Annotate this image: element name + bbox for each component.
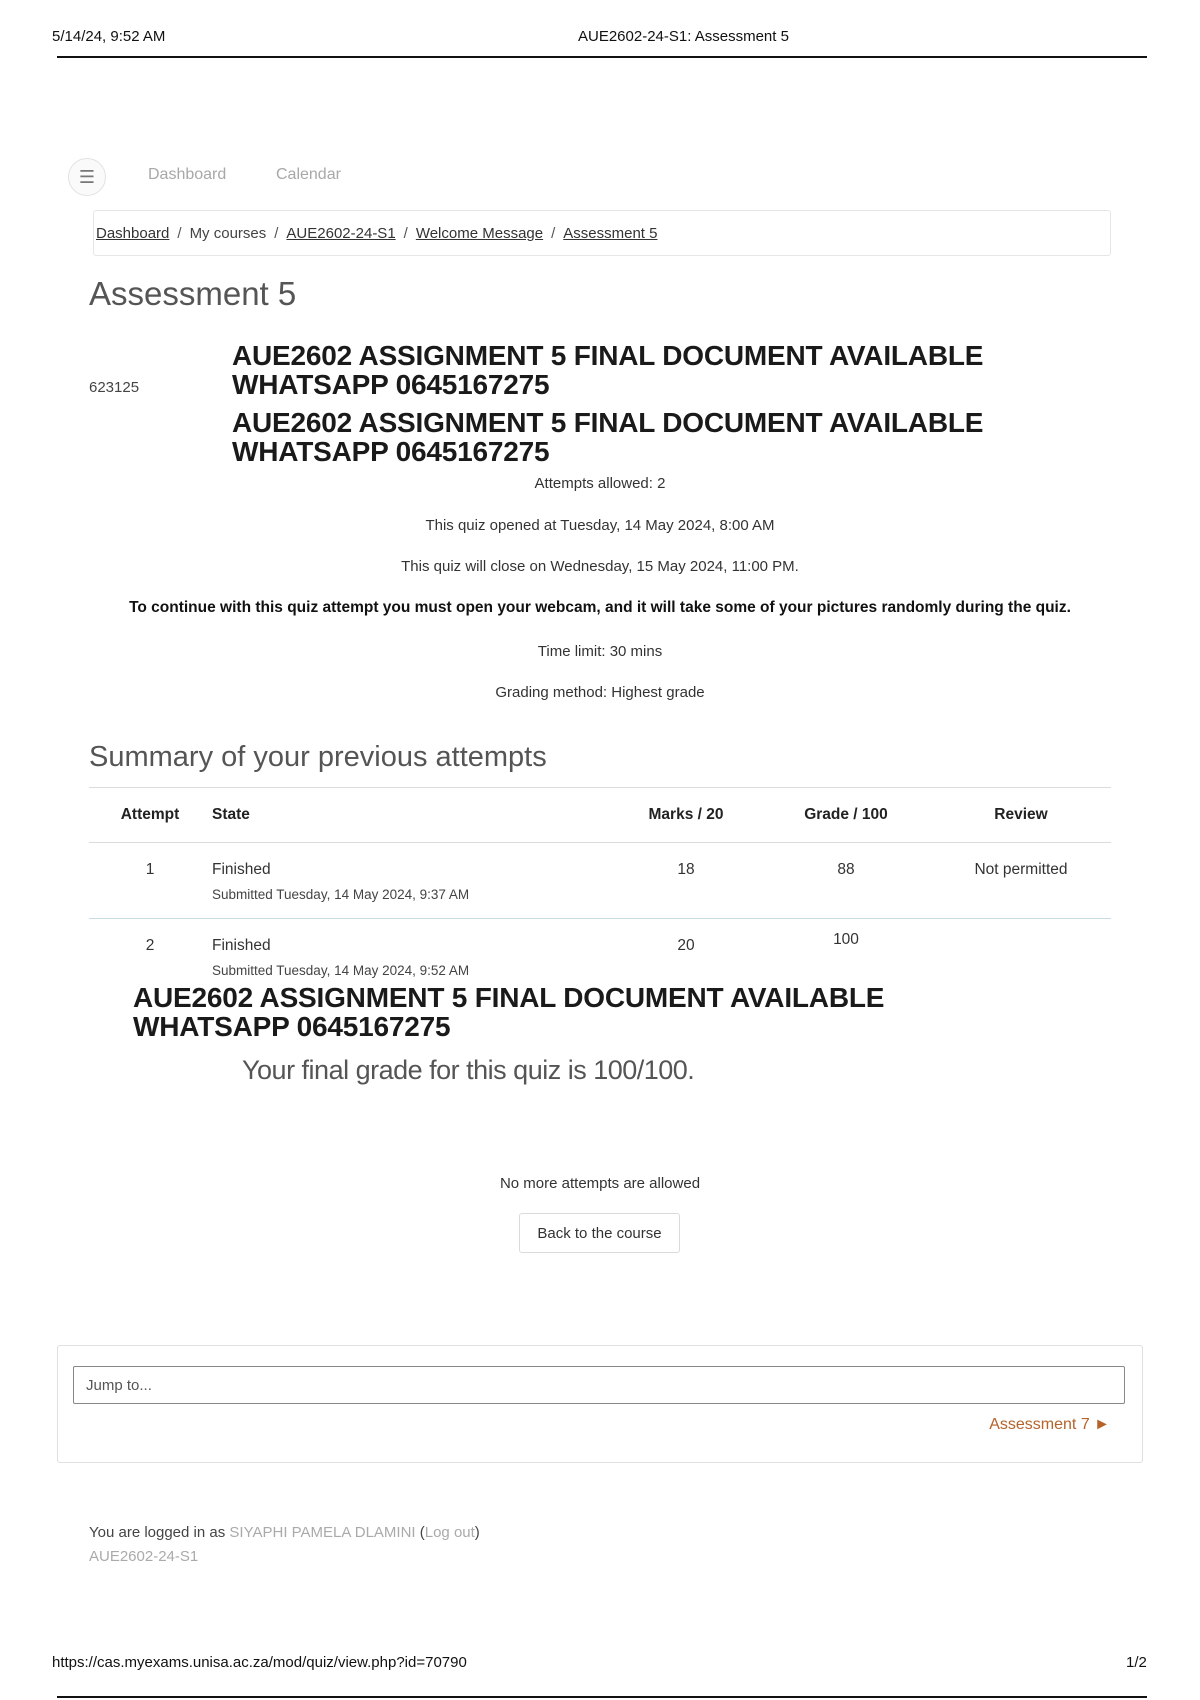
breadcrumb-course[interactable]: AUE2602-24-S1: [286, 224, 396, 242]
footer-course-link[interactable]: AUE2602-24-S1: [89, 1548, 199, 1565]
user-profile-link[interactable]: SIYAPHI PAMELA DLAMINI: [229, 1524, 416, 1541]
banner-line: WHATSAPP 0645167275: [133, 1011, 451, 1042]
logged-in-prefix: You are logged in as: [89, 1524, 226, 1541]
footer-rule: [57, 1696, 1147, 1698]
print-datetime: 5/14/24, 9:52 AM: [52, 28, 166, 45]
breadcrumb-assessment[interactable]: Assessment 5: [563, 224, 658, 242]
breadcrumb-separator: /: [177, 224, 182, 242]
attempts-allowed: Attempts allowed: 2: [534, 475, 666, 492]
attempt-number: 2: [145, 937, 155, 954]
attempt-review: [931, 919, 1111, 989]
breadcrumb: [93, 210, 1111, 256]
attempt-submitted: Submitted Tuesday, 14 May 2024, 9:52 AM: [212, 963, 470, 978]
webcam-notice: To continue with this quiz attempt you must open your webcam, and it will take some of your pictures randomly during the quiz.: [129, 599, 1071, 616]
header-marks: Marks / 20: [611, 788, 761, 843]
table-row: [89, 843, 1111, 919]
attempts-table: [89, 787, 1111, 988]
print-doc-title: AUE2602-24-S1: Assessment 5: [578, 28, 789, 45]
print-page-number: 1/2: [1126, 1654, 1147, 1671]
attempt-marks: 18: [611, 843, 761, 919]
table-header-row: [89, 788, 1111, 843]
breadcrumb-welcome-message[interactable]: Welcome Message: [415, 224, 544, 242]
hamburger-icon: ☰: [78, 166, 96, 187]
attempt-number: 1: [89, 843, 211, 919]
header-rule: [57, 56, 1147, 58]
header-grade: Grade / 100: [761, 788, 931, 843]
side-number: 623125: [89, 379, 140, 396]
nav-link-dashboard[interactable]: Dashboard: [148, 166, 227, 183]
activity-navigation: [57, 1345, 1143, 1463]
attempt-state: Finished: [212, 937, 271, 954]
table-row: [89, 919, 1111, 989]
attempt-state-cell: [211, 843, 611, 919]
attempt-state: Finished: [212, 861, 271, 878]
breadcrumb-dashboard[interactable]: Dashboard: [96, 224, 170, 242]
jump-to-select[interactable]: Jump to...: [73, 1366, 1125, 1404]
next-activity-link[interactable]: Assessment 7 ►: [989, 1416, 1110, 1433]
overlay-banner: [232, 408, 983, 466]
banner-line: AUE2602 ASSIGNMENT 5 FINAL DOCUMENT AVAILABLE: [133, 982, 885, 1013]
logout-link[interactable]: Log out: [424, 1524, 475, 1541]
print-url: https://cas.myexams.unisa.ac.za/mod/quiz/view.php?id=70790: [52, 1654, 467, 1671]
banner-line: WHATSAPP 0645167275: [232, 436, 550, 467]
attempt-review: Not permitted: [931, 843, 1111, 919]
nav-link-calendar[interactable]: Calendar: [276, 166, 341, 183]
page-title: Assessment 5: [89, 275, 297, 312]
back-to-course-button[interactable]: Back to the course: [519, 1213, 680, 1253]
banner-line: AUE2602 ASSIGNMENT 5 FINAL DOCUMENT AVAILABLE: [232, 407, 984, 438]
banner-line: AUE2602 ASSIGNMENT 5 FINAL DOCUMENT AVAILABLE: [232, 340, 984, 371]
quiz-open-date: This quiz opened at Tuesday, 14 May 2024, 8:00 AM: [425, 517, 775, 534]
summary-title: Summary of your previous attempts: [89, 741, 547, 773]
overlay-banner: [232, 341, 983, 399]
attempt-state-cell: [211, 919, 611, 989]
attempt-marks: 20: [677, 937, 695, 954]
quiz-close-date: This quiz will close on Wednesday, 15 May 2024, 11:00 PM.: [401, 558, 799, 575]
time-limit: Time limit: 30 mins: [537, 643, 663, 660]
breadcrumb-separator: /: [551, 224, 556, 242]
breadcrumb-my-courses: My courses: [189, 224, 267, 242]
header-review: Review: [931, 788, 1111, 843]
banner-line: WHATSAPP 0645167275: [232, 369, 550, 400]
attempt-grade: 100: [833, 931, 859, 948]
grading-method: Grading method: Highest grade: [495, 684, 705, 701]
no-more-attempts: No more attempts are allowed: [499, 1175, 701, 1192]
login-info: You are logged in as SIYAPHI PAMELA DLAMINI (Log out): [89, 1524, 480, 1541]
breadcrumb-separator: /: [274, 224, 279, 242]
attempt-submitted: Submitted Tuesday, 14 May 2024, 9:37 AM: [212, 887, 470, 902]
header-attempt: Attempt: [89, 788, 211, 843]
final-grade: Your final grade for this quiz is 100/100.: [242, 1055, 695, 1085]
breadcrumb-separator: /: [403, 224, 408, 242]
menu-toggle-button[interactable]: [68, 158, 106, 196]
attempt-grade: 88: [761, 843, 931, 919]
overlay-banner: [133, 983, 884, 1041]
header-state: State: [211, 788, 611, 843]
